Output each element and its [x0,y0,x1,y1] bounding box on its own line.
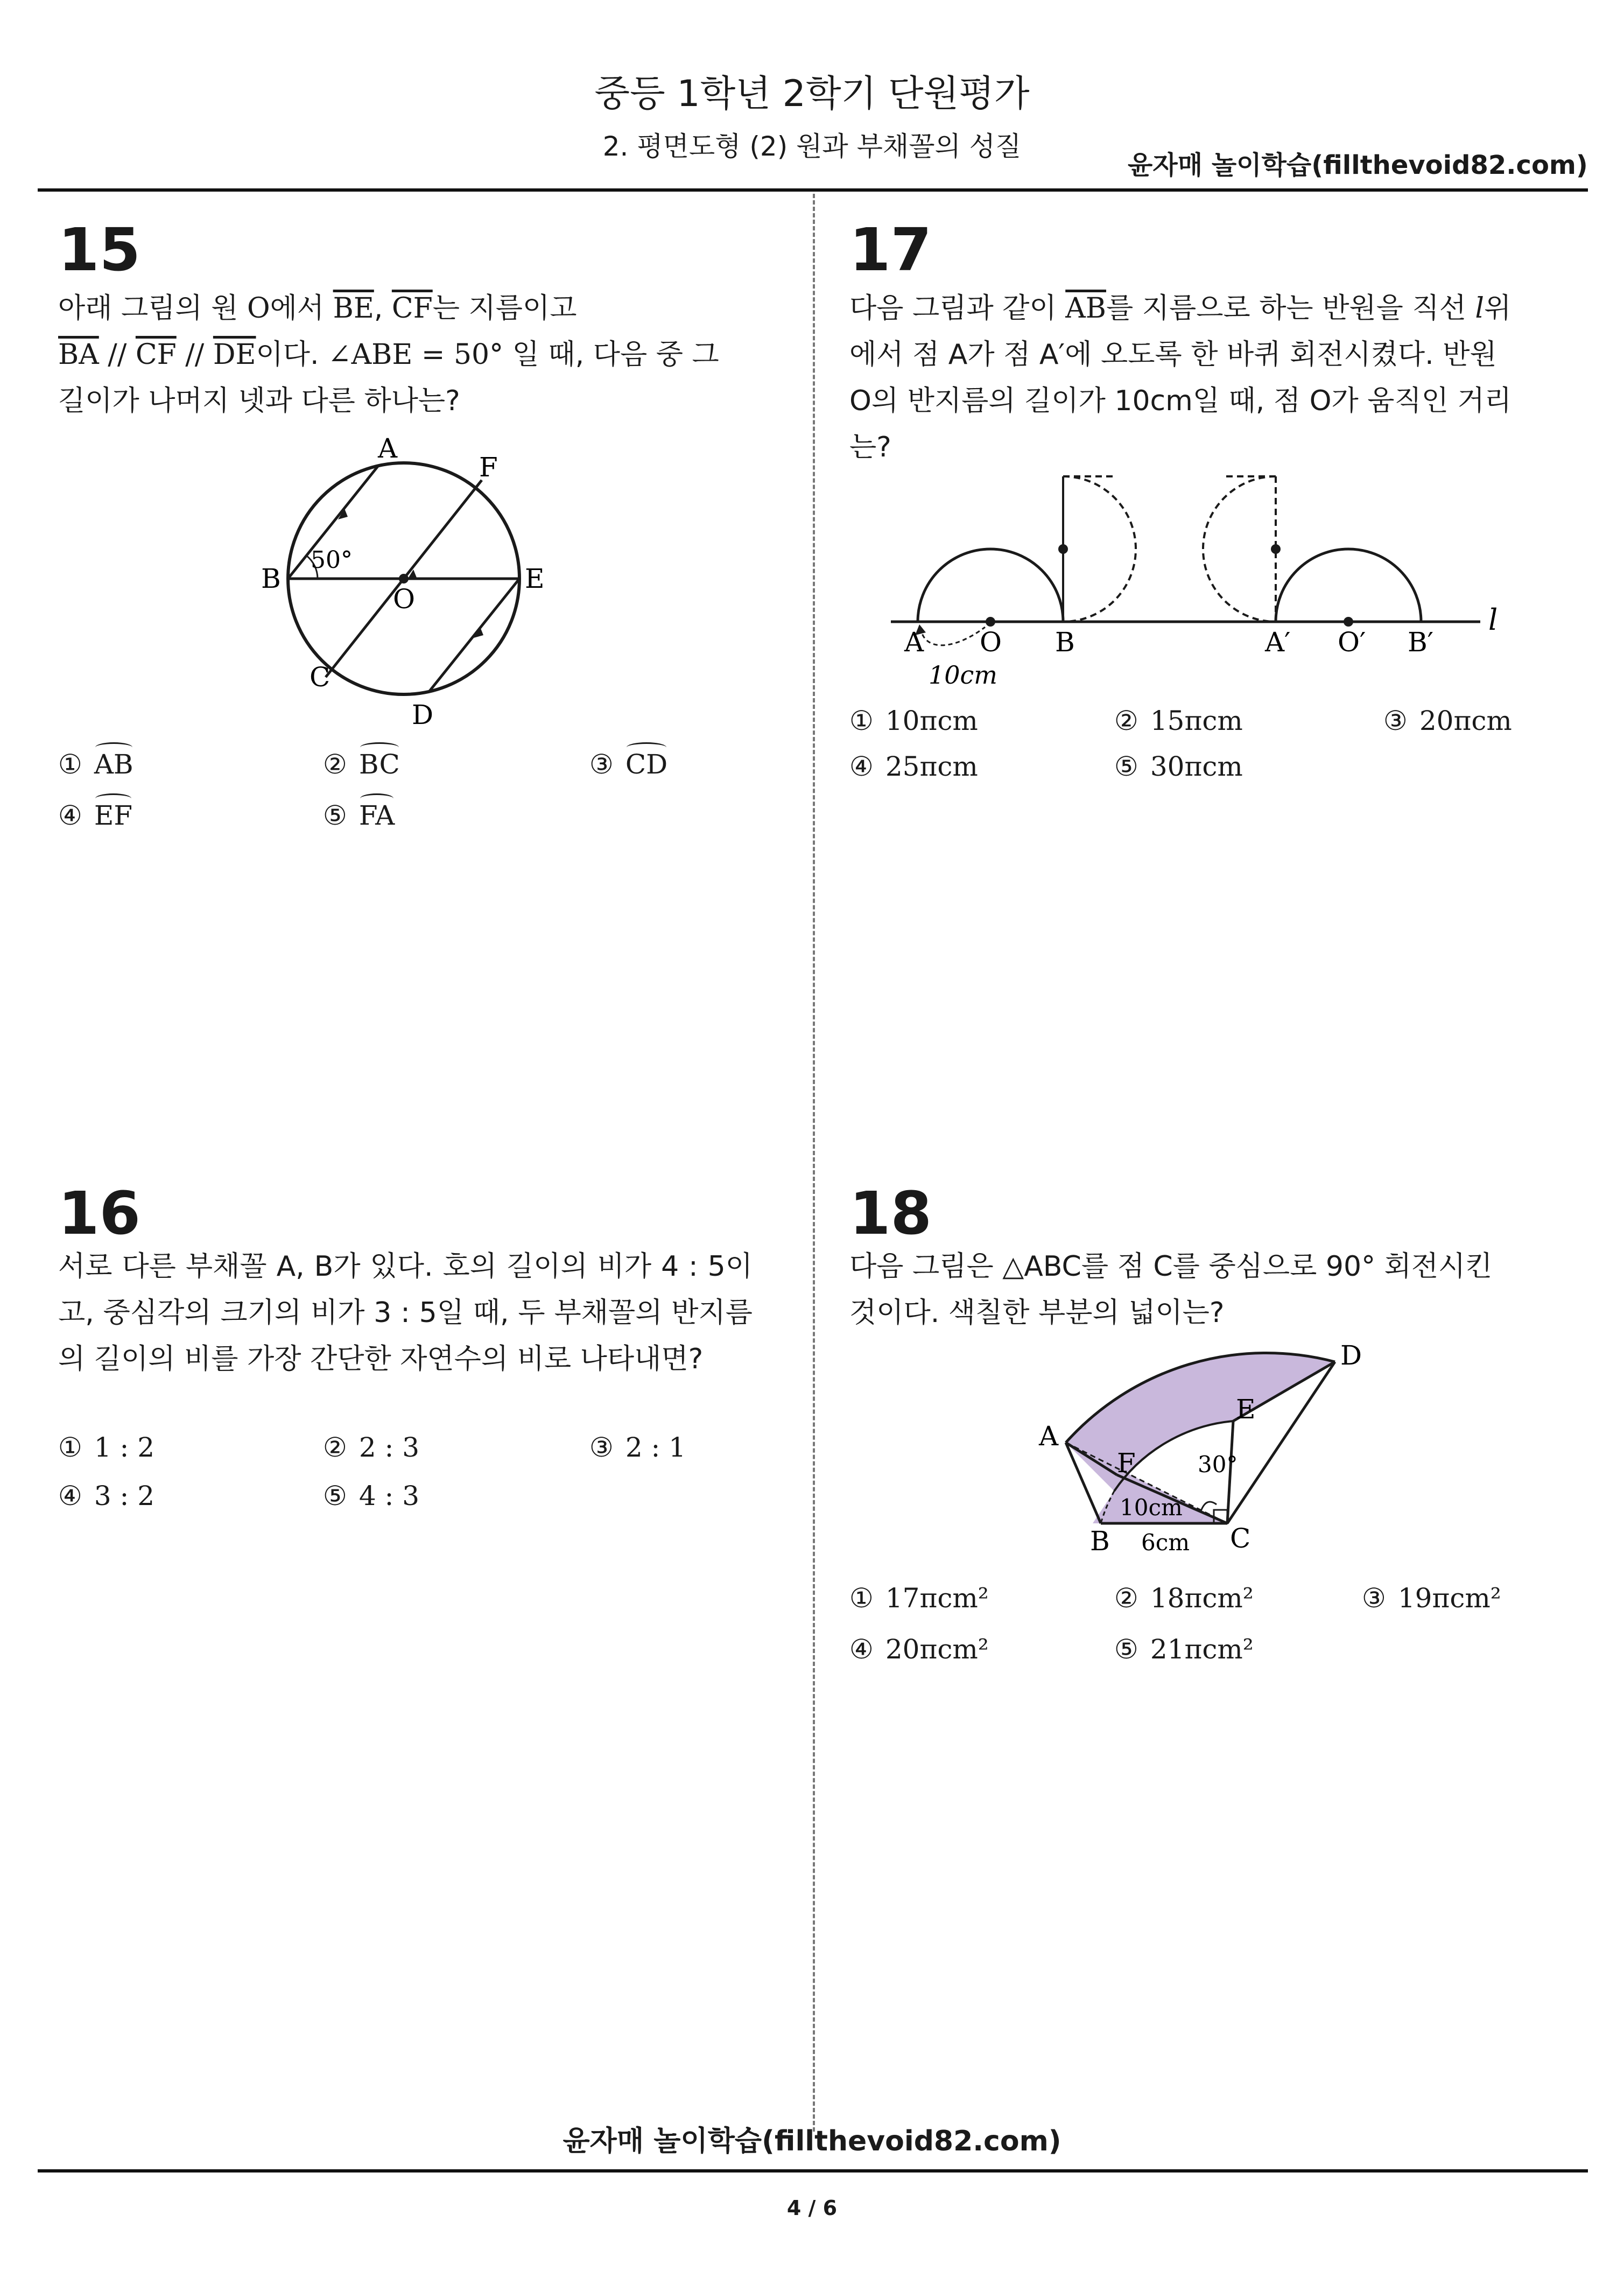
svg-text:10cm: 10cm [1120,1494,1183,1521]
svg-text:10cm: 10cm [929,660,997,690]
svg-text:O′: O′ [1338,627,1366,658]
svg-text:A: A [904,627,924,658]
q15-choice-5[interactable]: ⑤ FA [323,797,395,831]
svg-text:A: A [1039,1421,1059,1452]
svg-text:B: B [1055,627,1075,658]
svg-text:B: B [261,563,281,594]
svg-text:O: O [393,583,415,615]
footer-rule [38,2169,1588,2172]
brand-footer: 윤자매 놀이학습(fillthevoid82.com) [563,2125,1061,2157]
q17-choice-5[interactable]: ⑤ 30πcm [1114,751,1243,782]
svg-text:30°: 30° [1198,1451,1238,1478]
question-number-15: 15 [58,215,141,284]
figure-18-rotation [1023,1335,1400,1572]
question-text-17: 다음 그림과 같이 $\overline{AB}$를 지름으로 하는 반원을 직선 l위 에서 점 A가 점 A′에 오도록 한 바퀴 회전시켰다. 반원 O의 반지름의 길이가 10cm일 때, 점 O가 움직인 거리 는? [849,292,1511,463]
q18-choice-2[interactable]: ② 18πcm² [1114,1583,1254,1614]
svg-text:50°: 50° [311,546,353,574]
svg-text:C: C [310,662,331,693]
question-number-17: 17 [849,215,932,284]
figure-17-rolling-semicircle [877,468,1566,705]
q16-choice-3[interactable]: ③ 2 : 1 [589,1432,686,1463]
q15-choice-4[interactable]: ④ EF [58,797,132,831]
svg-text:A′: A′ [1265,627,1291,658]
header-rule [38,188,1588,192]
q15-choice-1[interactable]: ① AB [58,746,133,780]
svg-text:F: F [479,452,498,483]
svg-text:A: A [378,436,398,464]
svg-text:D: D [1340,1340,1362,1371]
q15-choice-3[interactable]: ③ CD [589,746,667,780]
svg-text:D: D [412,699,434,730]
svg-text:F: F [1117,1447,1136,1479]
svg-text:6cm: 6cm [1141,1529,1190,1556]
page-title: 중등 1학년 2학기 단원평가 [594,73,1030,115]
q17-choice-3[interactable]: ③ 20πcm [1383,705,1512,736]
question-number-18: 18 [849,1179,932,1248]
q17-choice-1[interactable]: ① 10πcm [849,705,978,736]
svg-text:B: B [1090,1525,1110,1557]
question-text-16: 서로 다른 부채꼴 A, B가 있다. 호의 길이의 비가 4 : 5이고, 중심각의 크기의 비가 3 : 5일 때, 두 부채꼴의 반지름의 길이의 비를 가장 간단한 자연수의 비로 나타내면? [58,1250,753,1375]
svg-text:E: E [1236,1394,1256,1425]
q16-choice-5[interactable]: ⑤ 4 : 3 [323,1480,420,1511]
q16-choice-2[interactable]: ② 2 : 3 [323,1432,420,1463]
page-number: 4 / 6 [786,2196,838,2220]
svg-text:C: C [1230,1523,1251,1554]
q18-choice-3[interactable]: ③ 19πcm² [1362,1583,1501,1614]
svg-text:B′: B′ [1408,627,1434,658]
brand-header: 윤자매 놀이학습(fillthevoid82.com) [1128,150,1588,180]
q18-choice-4[interactable]: ④ 20πcm² [849,1634,989,1665]
q15-choice-2[interactable]: ② BC [323,746,400,780]
q16-choice-4[interactable]: ④ 3 : 2 [58,1480,155,1511]
q16-choice-1[interactable]: ① 1 : 2 [58,1432,155,1463]
q18-choice-5[interactable]: ⑤ 21πcm² [1114,1634,1254,1665]
page-subtitle: 2. 평면도형 (2) 원과 부채꼴의 성질 [602,131,1022,162]
figure-15-circle [258,436,581,737]
q17-choice-2[interactable]: ② 15πcm [1114,705,1243,736]
svg-text:E: E [525,563,545,594]
svg-text:O: O [980,627,1002,658]
question-number-16: 16 [58,1179,141,1248]
question-text-18: 다음 그림은 △ABC를 점 C를 중심으로 90° 회전시킨 것이다. 색칠한 부분의 넓이는? [849,1250,1493,1329]
question-text-15: 아래 그림의 원 O에서 $\overline{BE}$, $\overline{CF}$는 지름이고 $\overline{BA} // \overline{CF} // \overline{DE}$이다. ∠ABE = 50° 일 때, 다음 중 그 길이가 나머지 넷과 다른 하나는? [58,292,719,417]
svg-text:l: l [1488,603,1498,637]
q17-choice-4[interactable]: ④ 25πcm [849,751,978,782]
column-divider [813,194,815,2132]
q18-choice-1[interactable]: ① 17πcm² [849,1583,989,1614]
